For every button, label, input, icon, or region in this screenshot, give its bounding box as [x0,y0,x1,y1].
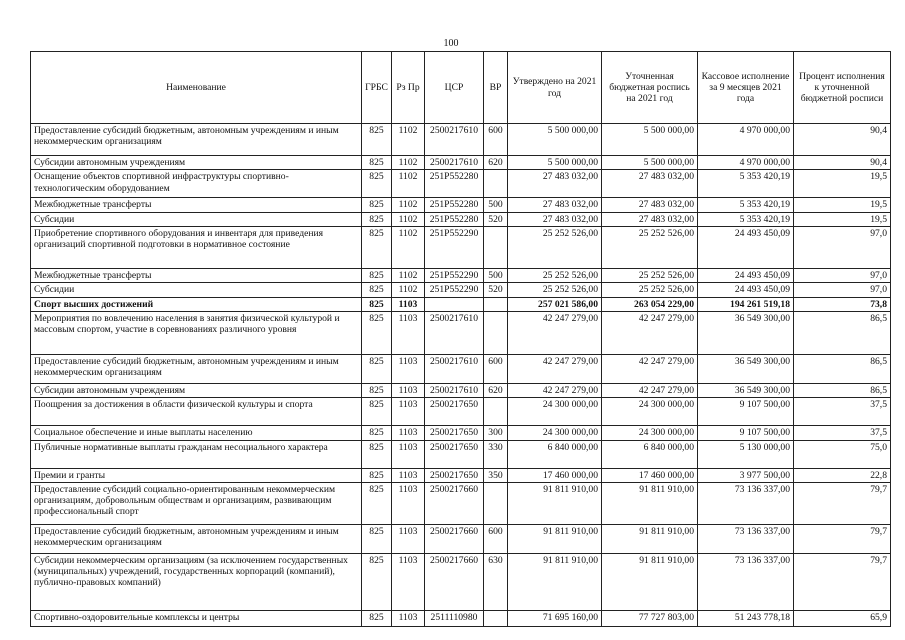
table-row [31,383,891,397]
row-cash: 73 136 337,00 [698,553,794,610]
row-name: Приобретение спортивного оборудования и инвентаря для приведения организаций спортивной подготовки в нормативное состояние [31,226,362,268]
row-rzpr: 1103 [392,524,425,553]
row-name: Субсидии некоммерческим организациям (за исключением государственных (муниципальных) учреждений, государственных корпораций (компаний), публично-правовых компаний) [31,553,362,610]
row-grbs: 825 [362,426,392,440]
row-vr: 520 [484,283,508,297]
row-refined: 42 247 279,00 [602,354,698,383]
row-refined: 91 811 910,00 [602,524,698,553]
row-percent: 19,5 [794,212,891,226]
row-cash: 4 970 000,00 [698,124,794,156]
row-cash: 5 353 420,19 [698,198,794,212]
row-percent: 90,4 [794,156,891,170]
row-vr: 300 [484,426,508,440]
row-grbs: 825 [362,212,392,226]
row-refined: 27 483 032,00 [602,170,698,198]
row-name: Субсидии [31,212,362,226]
row-vr: 500 [484,268,508,282]
row-cash: 194 261 519,18 [698,297,794,311]
table-row [31,482,891,524]
row-name: Публичные нормативные выплаты гражданам несоциального характера [31,440,362,468]
row-refined: 24 300 000,00 [602,426,698,440]
table-row [31,468,891,482]
row-refined: 24 300 000,00 [602,398,698,426]
row-cash: 24 493 450,09 [698,226,794,268]
row-refined: 25 252 526,00 [602,226,698,268]
header-rzpr: Рз Пр [392,52,425,124]
row-name: Поощрения за достижения в области физической культуры и спорта [31,398,362,426]
row-approved: 71 695 160,00 [508,610,602,626]
row-grbs: 825 [362,482,392,524]
row-cash: 24 493 450,09 [698,268,794,282]
row-vr [484,610,508,626]
row-rzpr: 1102 [392,268,425,282]
row-cash: 36 549 300,00 [698,311,794,354]
row-refined: 6 840 000,00 [602,440,698,468]
row-name: Предоставление субсидий бюджетным, автономным учреждениям и иным некоммерческим организациям [31,524,362,553]
row-csr: 2500217650 [425,398,484,426]
header-vr: ВР [484,52,508,124]
row-name: Социальное обеспечение и иные выплаты населению [31,426,362,440]
row-percent: 97,0 [794,268,891,282]
row-approved: 5 500 000,00 [508,124,602,156]
row-grbs: 825 [362,170,392,198]
row-cash: 5 353 420,19 [698,170,794,198]
row-approved: 27 483 032,00 [508,170,602,198]
table-row [31,226,891,268]
row-rzpr: 1103 [392,482,425,524]
row-rzpr: 1102 [392,226,425,268]
table-row [31,398,891,426]
row-refined: 77 727 803,00 [602,610,698,626]
table-row [31,283,891,297]
row-rzpr: 1103 [392,297,425,311]
row-rzpr: 1103 [392,426,425,440]
row-vr: 620 [484,156,508,170]
header-csr: ЦСР [425,52,484,124]
row-approved: 42 247 279,00 [508,311,602,354]
row-name: Субсидии [31,283,362,297]
row-vr: 600 [484,354,508,383]
row-percent: 86,5 [794,354,891,383]
row-csr: 2500217610 [425,383,484,397]
row-cash: 73 136 337,00 [698,524,794,553]
table-row [31,553,891,610]
row-name: Предоставление субсидий бюджетным, автономным учреждениям и иным некоммерческим организациям [31,124,362,156]
row-refined: 25 252 526,00 [602,283,698,297]
row-name: Спортивно-оздоровительные комплексы и центры [31,610,362,626]
row-cash: 36 549 300,00 [698,354,794,383]
row-refined: 5 500 000,00 [602,156,698,170]
row-approved: 24 300 000,00 [508,398,602,426]
row-vr [484,226,508,268]
row-percent: 86,5 [794,383,891,397]
header-name: Наименование [31,52,362,124]
table-row [31,610,891,626]
row-percent: 22,8 [794,468,891,482]
row-approved: 91 811 910,00 [508,553,602,610]
table-body [31,124,891,627]
row-vr: 600 [484,524,508,553]
table-row [31,440,891,468]
row-csr: 2500217660 [425,524,484,553]
budget-execution-table [30,51,891,627]
header-approved: Утверждено на 2021 год [508,52,602,124]
row-grbs: 825 [362,268,392,282]
row-approved: 27 483 032,00 [508,198,602,212]
row-grbs: 825 [362,553,392,610]
row-cash: 5 130 000,00 [698,440,794,468]
row-refined: 17 460 000,00 [602,468,698,482]
row-csr: 2500217660 [425,553,484,610]
row-csr: 2500217650 [425,440,484,468]
row-approved: 25 252 526,00 [508,226,602,268]
row-rzpr: 1103 [392,440,425,468]
row-rzpr: 1103 [392,354,425,383]
table-row [31,212,891,226]
row-refined: 42 247 279,00 [602,383,698,397]
row-percent: 97,0 [794,283,891,297]
row-approved: 24 300 000,00 [508,426,602,440]
row-csr: 2500217610 [425,124,484,156]
row-vr [484,482,508,524]
table-row [31,426,891,440]
row-csr: 2500217650 [425,468,484,482]
row-grbs: 825 [362,283,392,297]
row-approved: 6 840 000,00 [508,440,602,468]
row-csr: 2500217610 [425,156,484,170]
row-grbs: 825 [362,124,392,156]
row-cash: 73 136 337,00 [698,482,794,524]
row-csr: 2500217610 [425,311,484,354]
row-vr: 620 [484,383,508,397]
table-header-row [31,52,891,124]
row-vr: 630 [484,553,508,610]
row-rzpr: 1102 [392,198,425,212]
row-rzpr: 1103 [392,610,425,626]
row-refined: 91 811 910,00 [602,482,698,524]
row-grbs: 825 [362,440,392,468]
row-approved: 5 500 000,00 [508,156,602,170]
row-percent: 73,8 [794,297,891,311]
row-vr: 600 [484,124,508,156]
row-percent: 19,5 [794,170,891,198]
row-vr [484,297,508,311]
row-grbs: 825 [362,468,392,482]
row-percent: 79,7 [794,553,891,610]
row-vr [484,170,508,198]
row-rzpr: 1102 [392,212,425,226]
row-refined: 263 054 229,00 [602,297,698,311]
row-name: Премии и гранты [31,468,362,482]
row-cash: 3 977 500,00 [698,468,794,482]
table-row [31,311,891,354]
row-approved: 17 460 000,00 [508,468,602,482]
row-percent: 75,0 [794,440,891,468]
row-grbs: 825 [362,610,392,626]
row-percent: 90,4 [794,124,891,156]
row-grbs: 825 [362,383,392,397]
row-name: Спорт высших достижений [31,297,362,311]
row-name: Предоставление субсидий бюджетным, автономным учреждениям и иным некоммерческим организациям [31,354,362,383]
table-row [31,268,891,282]
row-csr: 251Р552280 [425,198,484,212]
row-vr [484,311,508,354]
row-rzpr: 1102 [392,283,425,297]
row-grbs: 825 [362,398,392,426]
table-row [31,124,891,156]
row-csr: 2500217660 [425,482,484,524]
row-csr: 2500217610 [425,354,484,383]
row-approved: 25 252 526,00 [508,283,602,297]
row-grbs: 825 [362,156,392,170]
row-rzpr: 1103 [392,468,425,482]
row-csr: 2500217650 [425,426,484,440]
row-cash: 51 243 778,18 [698,610,794,626]
row-csr: 2511110980 [425,610,484,626]
row-rzpr: 1102 [392,124,425,156]
row-approved: 91 811 910,00 [508,524,602,553]
table-row [31,354,891,383]
row-approved: 25 252 526,00 [508,268,602,282]
header-percent: Процент исполнения к уточненной бюджетной росписи [794,52,891,124]
table-row [31,170,891,198]
row-rzpr: 1102 [392,156,425,170]
row-csr [425,297,484,311]
row-name: Мероприятия по вовлечению населения в занятия физической культурой и массовым спортом, участие в соревнованиях различного уровня [31,311,362,354]
row-rzpr: 1103 [392,398,425,426]
row-vr [484,398,508,426]
row-refined: 42 247 279,00 [602,311,698,354]
row-name: Субсидии автономным учреждениям [31,383,362,397]
row-grbs: 825 [362,297,392,311]
row-refined: 25 252 526,00 [602,268,698,282]
row-grbs: 825 [362,524,392,553]
row-rzpr: 1102 [392,170,425,198]
table-row [31,156,891,170]
row-rzpr: 1103 [392,311,425,354]
row-refined: 27 483 032,00 [602,198,698,212]
row-name: Межбюджетные трансферты [31,268,362,282]
row-cash: 4 970 000,00 [698,156,794,170]
row-percent: 37,5 [794,398,891,426]
row-approved: 91 811 910,00 [508,482,602,524]
row-grbs: 825 [362,198,392,212]
row-percent: 79,7 [794,482,891,524]
row-rzpr: 1103 [392,383,425,397]
row-rzpr: 1103 [392,553,425,610]
row-cash: 24 493 450,09 [698,283,794,297]
row-percent: 19,5 [794,198,891,212]
row-cash: 5 353 420,19 [698,212,794,226]
row-vr: 350 [484,468,508,482]
row-grbs: 825 [362,226,392,268]
row-vr: 520 [484,212,508,226]
row-cash: 9 107 500,00 [698,426,794,440]
row-name: Межбюджетные трансферты [31,198,362,212]
row-grbs: 825 [362,311,392,354]
row-grbs: 825 [362,354,392,383]
row-approved: 42 247 279,00 [508,354,602,383]
table-row [31,524,891,553]
row-percent: 65,9 [794,610,891,626]
header-grbs: ГРБС [362,52,392,124]
row-approved: 42 247 279,00 [508,383,602,397]
row-refined: 91 811 910,00 [602,553,698,610]
row-approved: 257 021 586,00 [508,297,602,311]
row-percent: 37,5 [794,426,891,440]
row-csr: 251Р552280 [425,170,484,198]
row-refined: 27 483 032,00 [602,212,698,226]
row-cash: 36 549 300,00 [698,383,794,397]
page-number: 100 [443,38,459,49]
table-row [31,297,891,311]
row-percent: 86,5 [794,311,891,354]
row-percent: 97,0 [794,226,891,268]
row-vr: 330 [484,440,508,468]
row-name: Оснащение объектов спортивной инфраструктуры спортивно-технологическим оборудованием [31,170,362,198]
row-csr: 251Р552290 [425,226,484,268]
row-csr: 251Р552290 [425,268,484,282]
row-csr: 251Р552280 [425,212,484,226]
row-csr: 251Р552290 [425,283,484,297]
row-name: Субсидии автономным учреждениям [31,156,362,170]
row-cash: 9 107 500,00 [698,398,794,426]
row-name: Предоставление субсидий социально-ориентированным некоммерческим организациям, добровольным обществам и организациям, развивающим профессиональный спорт [31,482,362,524]
row-refined: 5 500 000,00 [602,124,698,156]
header-refined: Уточненная бюджетная роспись на 2021 год [602,52,698,124]
header-cash: Кассовое исполнение за 9 месяцев 2021 года [698,52,794,124]
table-row [31,198,891,212]
row-vr: 500 [484,198,508,212]
row-approved: 27 483 032,00 [508,212,602,226]
row-percent: 79,7 [794,524,891,553]
